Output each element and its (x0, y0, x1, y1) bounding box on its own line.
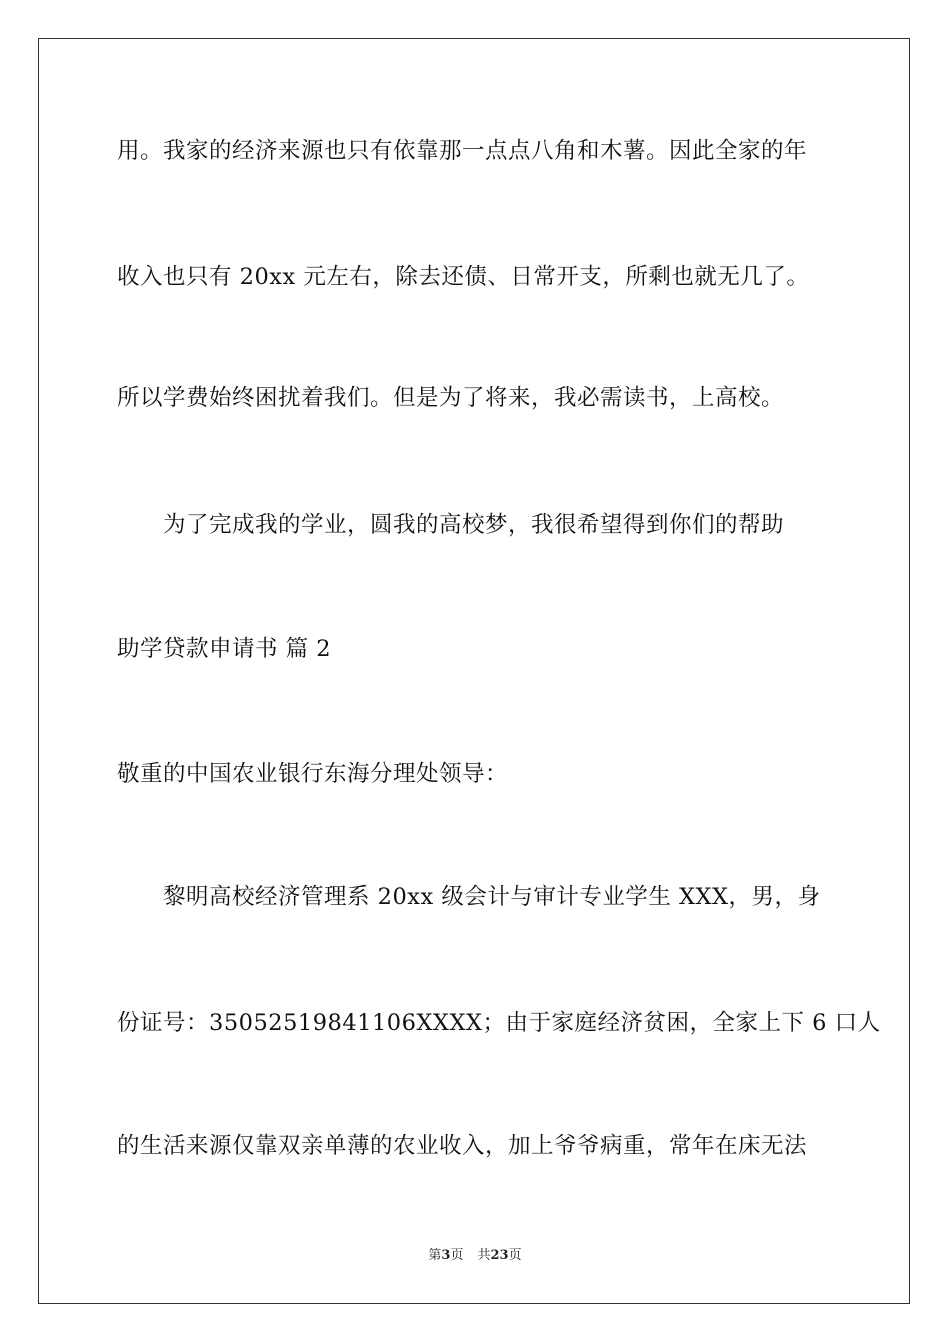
total-pages: 23 (490, 1248, 509, 1263)
body-line-1: 用。我家的经济来源也只有依靠那一点点八角和木薯。因此全家的年 (117, 138, 808, 164)
page-prefix: 第 (428, 1248, 442, 1263)
section-heading: 助学贷款申请书 篇 2 (117, 636, 332, 662)
salutation: 敬重的中国农业银行东海分理处领导： (117, 761, 509, 787)
page-suffix: 页 (450, 1248, 464, 1263)
body-line-2: 收入也只有 20xx 元左右，除去还债、日常开支，所剩也就无几了。 (117, 264, 810, 290)
body-line-8: 份证号：35052519841106XXXX；由于家庭经济贫困，全家上下 6 口人 (117, 1010, 881, 1036)
page-number: 3 (441, 1248, 451, 1263)
total-prefix: 共 (477, 1248, 491, 1263)
page-footer (0, 1247, 950, 1265)
body-line-4: 为了完成我的学业，圆我的高校梦，我很希望得到你们的帮助 (163, 512, 785, 538)
page-border (38, 38, 910, 1304)
body-line-9: 的生活来源仅靠双亲单薄的农业收入，加上爷爷病重，常年在床无法 (117, 1133, 808, 1159)
total-suffix: 页 (508, 1248, 522, 1263)
body-line-3: 所以学费始终困扰着我们。但是为了将来，我必需读书，上高校。 (117, 385, 785, 411)
body-line-7: 黎明高校经济管理系 20xx 级会计与审计专业学生 XXX，男，身 (163, 884, 821, 910)
